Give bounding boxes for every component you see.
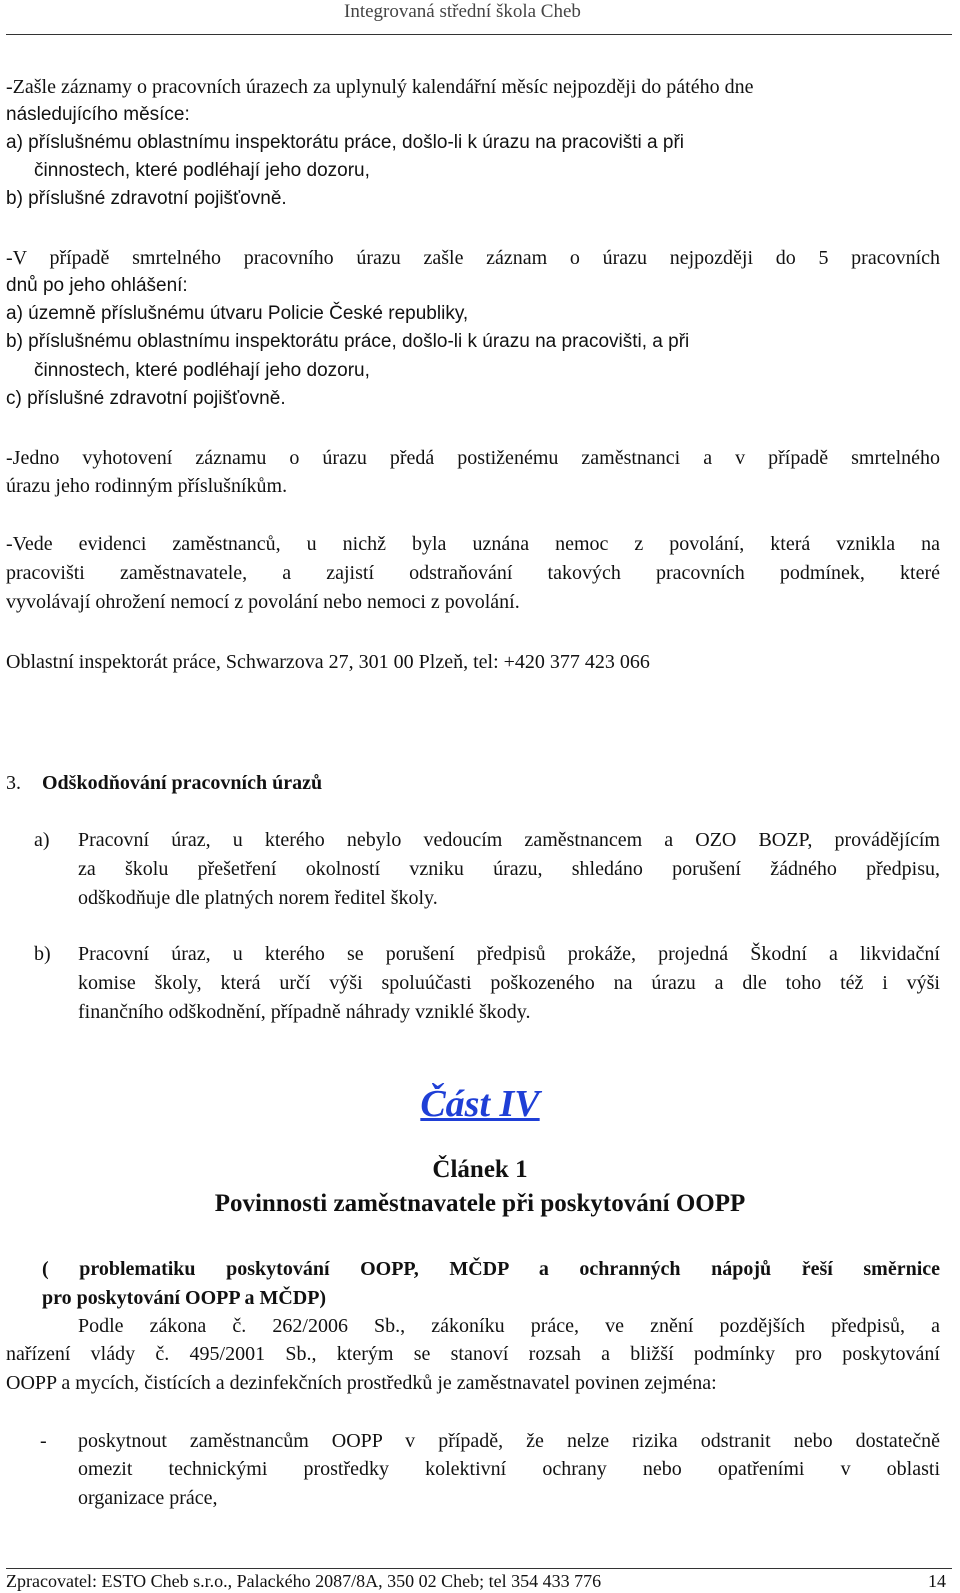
law-line2: nařízení vlády č. 495/2001 Sb., kterým se stanoví rozsah a bližší podmínky pro poskytování [6, 1343, 940, 1365]
para-c-line2: úrazu jeho rodinným příslušníkům. [6, 475, 288, 497]
article-title: Povinnosti zaměstnavatele při poskytování OOPP [214, 1190, 746, 1217]
header-title: Integrovaná střední škola Cheb [344, 1, 581, 22]
item-b-marker: b) [34, 943, 51, 965]
inspectorate-address: Oblastní inspektorát práce, Schwarzova 27, 301 00 Plzeň, tel: +420 377 423 066 [6, 651, 650, 673]
para-a-line3: a) příslušnému oblastnímu inspektorátu práce, došlo-li k úrazu na pracovišti a při [6, 132, 684, 153]
item-a-line2: za školu přešetření okolností vzniku úrazu, shledáno porušení žádného předpisu, [78, 858, 940, 880]
law-line3: OOPP a mycích, čistících a dezinfekčních prostředků je zaměstnavatel povinen zejména: [6, 1372, 717, 1394]
bullet-marker: - [40, 1430, 47, 1452]
header-rule [6, 34, 952, 35]
law-line1: Podle zákona č. 262/2006 Sb., zákoníku práce, ve znění pozdějších předpisů, a [78, 1315, 940, 1337]
bullet-line2: omezit technickými prostředky kolektivní ochrany nebo opatřeními v oblasti [78, 1458, 940, 1480]
note-line2: pro poskytování OOPP a MČDP) [42, 1287, 327, 1309]
para-b-line3: a) územně příslušnému útvaru Policie České republiky, [6, 303, 469, 324]
para-a-line4: činnostech, které podléhají jeho dozoru, [34, 160, 370, 181]
part-title: Část IV [420, 1083, 540, 1125]
item-a-marker: a) [34, 829, 50, 851]
para-b-line2: dnů po jeho ohlášení: [6, 275, 188, 296]
heading-title: Odškodňování pracovních úrazů [42, 772, 323, 794]
para-b-line1: -V případě smrtelného pracovního úrazu zašle záznam o úrazu nejpozději do 5 pracovních [6, 247, 940, 269]
para-b-line6: c) příslušné zdravotní pojišťovně. [6, 388, 286, 409]
page-header [0, 0, 960, 40]
para-d-line1: -Vede evidenci zaměstnanců, u nichž byla uznána nemoc z povolání, která vznikla na [6, 533, 940, 555]
page-number: 14 [928, 1571, 946, 1591]
para-b-line4: b) příslušnému oblastnímu inspektorátu práce, došlo-li k úrazu na pracovišti, a při [6, 331, 690, 352]
para-b-line5: činnostech, které podléhají jeho dozoru, [34, 360, 370, 381]
para-c-line1: -Jedno vyhotovení záznamu o úrazu předá postiženému zaměstnanci a v případě smrtelného [6, 447, 940, 469]
footer-text: Zpracovatel: ESTO Cheb s.r.o., Palackého 2087/8A, 350 02 Cheb; tel 354 433 776 [6, 1571, 602, 1591]
footer-rule [6, 1568, 952, 1569]
para-a-line5: b) příslušné zdravotní pojišťovně. [6, 188, 287, 209]
heading-number: 3. [6, 772, 21, 794]
item-b-line2: komise školy, která určí výši spoluúčasti poškozeného na úrazu a dle toho též i výši [78, 972, 940, 994]
item-b-line1: Pracovní úraz, u kterého se porušení předpisů prokáže, projedná Škodní a likvidační [78, 943, 940, 965]
item-a-line1: Pracovní úraz, u kterého nebylo vedoucím zaměstnancem a OZO BOZP, provádějícím [78, 829, 940, 851]
bullet-line3: organizace práce, [78, 1487, 218, 1509]
note-line1: ( problematiku poskytování OOPP, MČDP a ochranných nápojů řeší směrnice [42, 1258, 940, 1280]
para-d-line2: pracovišti zaměstnavatele, a zajistí odstraňování takových pracovních podmínek, které [6, 562, 940, 584]
para-a-line1: -Zašle záznamy o pracovních úrazech za uplynulý kalendářní měsíc nejpozději do pátého dne [6, 76, 754, 98]
para-d-line3: vyvolávají ohrožení nemocí z povolání nebo nemoci z povolání. [6, 591, 520, 613]
bullet-line1: poskytnout zaměstnancům OOPP v případě, že nelze rizika odstranit nebo dostatečně [78, 1430, 940, 1452]
article-number: Článek 1 [432, 1156, 528, 1183]
item-a-line3: odškodňuje dle platných norem ředitel školy. [78, 887, 438, 909]
item-b-line3: finančního odškodnění, případně náhrady vzniklé škody. [78, 1001, 531, 1023]
para-a-line2: následujícího měsíce: [6, 104, 190, 125]
